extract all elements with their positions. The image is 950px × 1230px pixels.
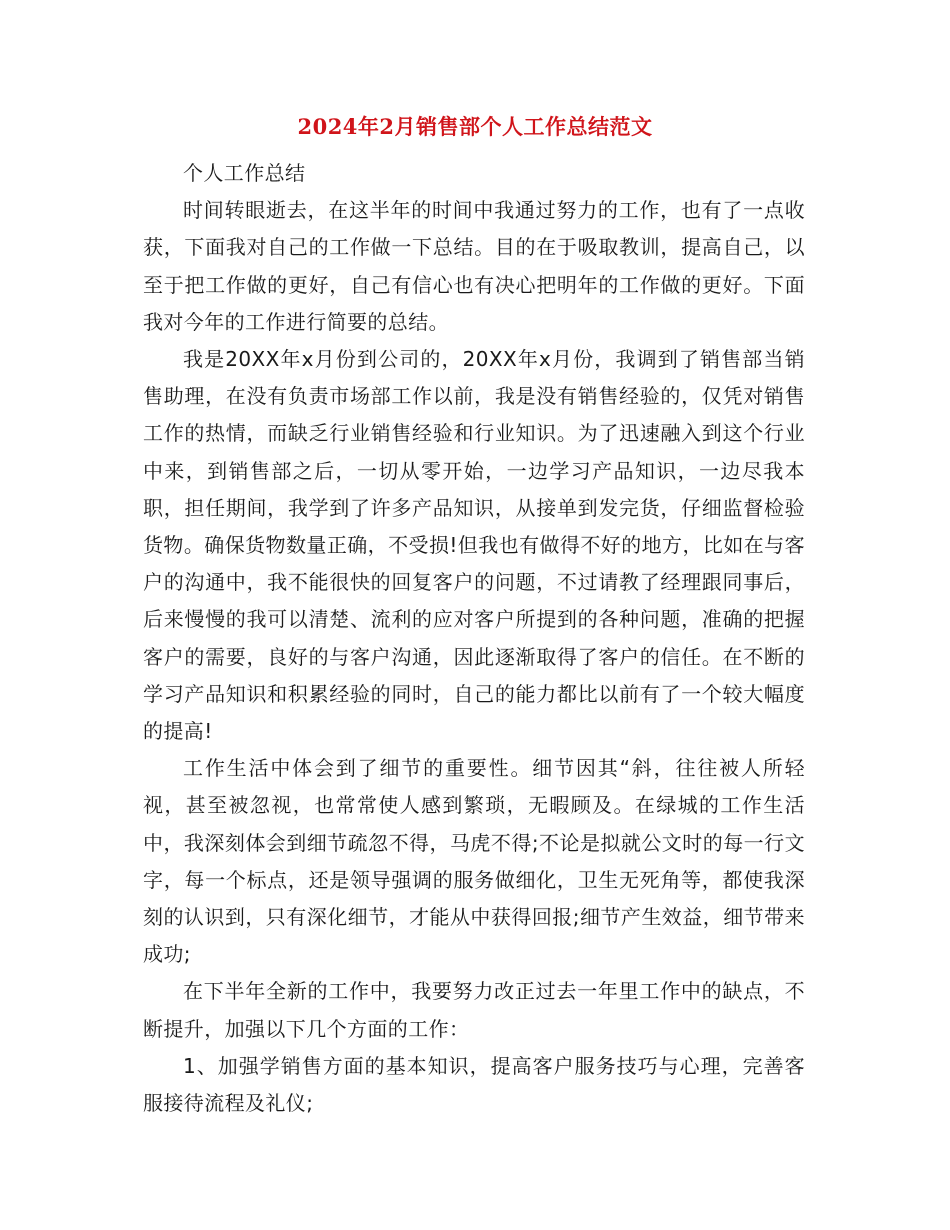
paragraph: 工作生活中体会到了细节的重要性。细节因其“斜，往往被人所轻视，甚至被忽视，也常常使人感到繁琐，无暇顾及。在绿城的工作生活中，我深刻体会到细节疏忽不得，马虎不得;不论是拟就公文时的每一行文字，每一个标点，还是领导强调的服务做细化，卫生无死角等，都使我深刻的认识到，只有深化细节，才能从中获得回报;细节产生效益，细节带来成功; (143, 756, 805, 967)
document-title: 2024年2月销售部个人工作总结范文 (297, 114, 653, 139)
paragraph: 在下半年全新的工作中，我要努力改正过去一年里工作中的缺点，不断提升，加强以下几个方面的工作： (143, 979, 805, 1041)
paragraph: 我是20XX年x月份到公司的，20XX年x月份，我调到了销售部当销售助理，在没有负责市场部工作以前，我是没有销售经验的，仅凭对销售工作的热情，而缺乏行业销售经验和行业知识。为了迅速融入到这个行业中来，到销售部之后，一切从零开始，一边学习产品知识，一边尽我本职，担任期间，我学到了许多产品知识，从接单到发完货，仔细监督检验货物。确保货物数量正确，不受损!但我也有做得不好的地方，比如在与客户的沟通中，我不能很快的回复客户的问题，不过请教了经理跟同事后，后来慢慢的我可以清楚、流利的应对客户所提到的各种问题，准确的把握客户的需要，良好的与客户沟通，因此逐渐取得了客户的信任。在不断的学习产品知识和积累经验的同时，自己的能力都比以前有了一个较大幅度的提高! (143, 347, 805, 744)
paragraph: 1、加强学销售方面的基本知识，提高客户服务技巧与心理，完善客服接待流程及礼仪; (143, 1053, 805, 1116)
paragraph: 时间转眼逝去，在这半年的时间中我通过努力的工作，也有了一点收获，下面我对自己的工作做一下总结。目的在于吸取教训，提高自己，以至于把工作做的更好，自己有信心也有决心把明年的工作做的更好。下面我对今年的工作进行简要的总结。 (143, 198, 805, 334)
paragraph-heading: 个人工作总结 (183, 161, 306, 185)
document-body (143, 155, 805, 1122)
